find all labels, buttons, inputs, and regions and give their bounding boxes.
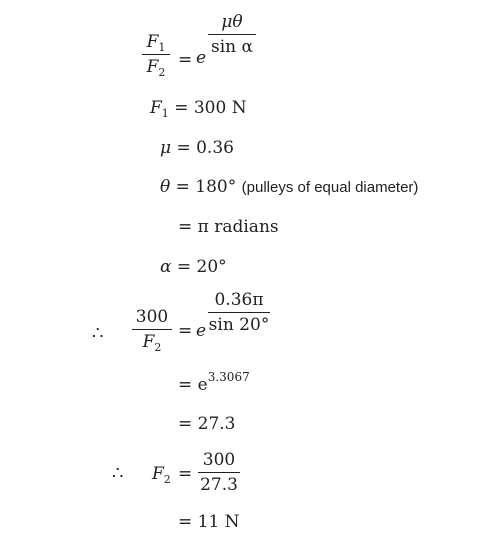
fraction-bar: [132, 329, 172, 330]
fraction-bar: [208, 312, 270, 313]
fraction-bar: [142, 54, 170, 55]
lhs-f2: $F_2$: [152, 464, 171, 486]
subscript: 2: [158, 66, 166, 79]
exponent-fraction: [208, 12, 256, 57]
exp-base: e: [196, 321, 207, 341]
numerator: 300: [135, 307, 169, 327]
equation-mu: μ = 0.36: [160, 138, 234, 158]
numerator-f: F: [146, 32, 159, 52]
exponent-numerator: 0.36π: [214, 290, 264, 310]
exponent: 3.3067: [207, 370, 250, 384]
equals-sign: =: [178, 464, 193, 484]
equation-alpha: α = 20°: [160, 257, 227, 277]
fraction-bar: [208, 34, 256, 35]
equals-sign: =: [178, 50, 193, 70]
exponent-fraction: [208, 290, 270, 335]
exponent-numerator: μθ: [221, 12, 243, 32]
denominator-f: F: [146, 57, 159, 77]
exponent-denominator: sin α: [211, 37, 253, 57]
fraction-bar: [198, 472, 240, 473]
equation-f2-result: = 11 N: [178, 512, 240, 532]
exp-base: e: [196, 48, 207, 68]
equals-sign: =: [178, 321, 193, 341]
equation-f1: $F_1 = 300$ N: [150, 98, 247, 120]
equation-ratio-value: = 27.3: [178, 414, 236, 434]
therefore-symbol: ∴: [112, 463, 124, 484]
exponent-denominator: sin 20°: [208, 315, 270, 335]
numerator: 300: [202, 450, 236, 470]
denominator: 27.3: [200, 475, 238, 495]
rhs-fraction: [198, 450, 240, 495]
equation-theta: θ = 180° (pulleys of equal diameter): [160, 177, 419, 197]
therefore-symbol: ∴: [92, 323, 104, 344]
lhs-fraction: [142, 32, 170, 77]
lhs-fraction: 300 $F_2$: [132, 307, 172, 352]
note-text: (pulleys of equal diameter): [241, 179, 419, 196]
subscript: 1: [158, 41, 166, 54]
equation-exponent-value: = $e^{3.3067}$: [178, 370, 250, 395]
equation-pi-radians: = π radians: [178, 217, 279, 237]
